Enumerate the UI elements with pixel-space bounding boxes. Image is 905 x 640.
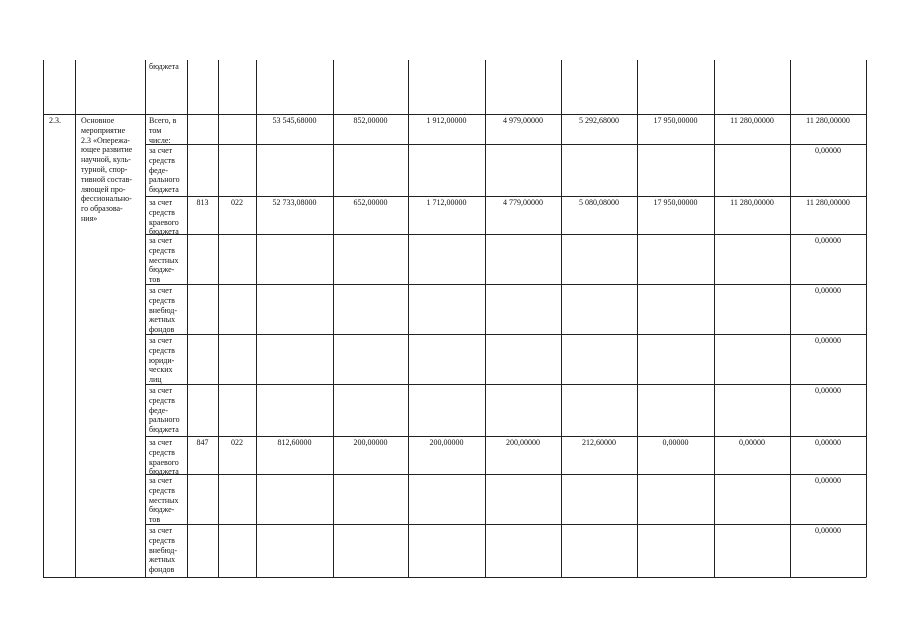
funding-source-label: за счет — [149, 476, 173, 485]
amount-cell: 5 080,08000 — [579, 198, 619, 207]
amount-cell: 200,00000 — [429, 438, 464, 447]
funding-source-label: за счет — [149, 236, 173, 245]
funding-source-label: фондов — [149, 325, 175, 335]
amount-cell: 52 733,08000 — [272, 198, 317, 207]
funding-source-label: местных — [149, 255, 179, 265]
amount-cell: 0,00000 — [815, 236, 841, 245]
funding-source-label: тов — [149, 515, 161, 525]
funding-source-label: внебюд- — [149, 545, 177, 555]
measure-name-line: 2.3 «Опережа- — [81, 135, 130, 145]
funding-source-label: за счет — [149, 386, 173, 395]
funding-source-label: средств — [149, 245, 175, 255]
funding-source-label: жетных — [149, 315, 176, 325]
amount-cell: 1 712,00000 — [426, 198, 467, 207]
section-code: 022 — [231, 198, 243, 207]
funding-source-label: средств — [149, 535, 175, 545]
amount-cell: 11 280,00000 — [730, 198, 774, 207]
funding-source-label: жетных — [149, 555, 176, 565]
amount-cell: 0,00000 — [815, 438, 841, 447]
grbs-code: 847 — [196, 438, 209, 447]
amount-cell: 1 912,00000 — [426, 116, 467, 125]
funding-source-label: бюджета — [149, 62, 179, 71]
amount-cell: 0,00000 — [815, 286, 841, 295]
section-code: 022 — [231, 438, 243, 447]
measure-name-line: фессионально- — [81, 194, 132, 204]
measure-number: 2.3. — [49, 116, 61, 125]
funding-source-label: средств — [149, 155, 175, 165]
funding-source-label: средств — [149, 295, 175, 305]
amount-cell: 812,60000 — [277, 438, 312, 447]
funding-source-label: за счет — [149, 526, 173, 535]
funding-source-label: тов — [149, 275, 161, 285]
amount-cell: 0,00000 — [815, 336, 841, 345]
funding-source-label: бюджета — [149, 467, 179, 477]
funding-source-label: бюдже- — [149, 265, 175, 275]
funding-source-label: феде- — [149, 165, 168, 175]
funding-source-label: за счет — [149, 198, 173, 207]
funding-source-label: за счет — [149, 438, 173, 447]
funding-source-label: лиц — [149, 375, 162, 385]
measure-name-line: ляющей про- — [81, 184, 126, 194]
amount-cell: 5 292,68000 — [579, 116, 619, 125]
funding-source-label: юриди- — [149, 355, 175, 365]
amount-cell: 652,00000 — [353, 198, 388, 207]
measure-name-line: го образова- — [81, 204, 123, 214]
amount-cell: 11 280,00000 — [806, 116, 850, 125]
measure-name-line: ющее развитие — [81, 145, 133, 155]
funding-source-label: местных — [149, 495, 179, 505]
amount-cell: 212,60000 — [582, 438, 616, 447]
funding-source-label: бюджета — [149, 185, 179, 195]
amount-cell: 4 779,00000 — [503, 198, 543, 207]
grbs-code: 813 — [196, 198, 209, 207]
funding-source-label: фондов — [149, 565, 175, 575]
measure-name-line: мероприятие — [81, 125, 126, 135]
amount-cell: 0,00000 — [815, 146, 841, 155]
funding-source-label: бюджета — [149, 227, 179, 237]
funding-source-label: средств — [149, 345, 175, 355]
funding-source-label: том — [149, 125, 162, 135]
funding-source-label: рального — [149, 415, 180, 425]
measure-name-line: ния» — [81, 214, 98, 223]
funding-source-label: числе: — [149, 135, 171, 145]
amount-cell: 0,00000 — [662, 438, 689, 447]
amount-cell: 0,00000 — [739, 438, 765, 447]
amount-cell: 11 280,00000 — [730, 116, 774, 125]
amount-cell: 200,00000 — [506, 438, 540, 447]
measure-name-line: тивной состав- — [81, 174, 133, 184]
measure-name-line: научной, куль- — [81, 155, 131, 165]
funding-source-label: за счет — [149, 286, 173, 295]
funding-source-label: за счет — [149, 336, 173, 345]
funding-source-label: ческих — [149, 365, 173, 375]
amount-cell: 0,00000 — [815, 476, 841, 485]
funding-source-label: рального — [149, 175, 180, 185]
funding-source-label: средств — [149, 207, 175, 217]
funding-source-label: Всего, в — [149, 116, 177, 125]
funding-source-label: внебюд- — [149, 305, 177, 315]
amount-cell: 0,00000 — [815, 386, 841, 395]
funding-source-label: бюджета — [149, 425, 179, 435]
amount-cell: 17 950,00000 — [653, 198, 698, 207]
funding-source-label: краевого — [149, 217, 179, 227]
amount-cell: 0,00000 — [815, 526, 841, 535]
measure-name-line: Основное — [81, 116, 115, 125]
funding-source-label: средств — [149, 395, 175, 405]
funding-source-label: средств — [149, 447, 175, 457]
funding-source-label: за счет — [149, 146, 173, 155]
measure-name-line: турной, спор- — [81, 165, 128, 174]
amount-cell: 4 979,00000 — [503, 116, 543, 125]
funding-source-label: бюдже- — [149, 505, 175, 515]
amount-cell: 852,00000 — [353, 116, 388, 125]
amount-cell: 200,00000 — [353, 438, 388, 447]
amount-cell: 53 545,68000 — [272, 116, 317, 125]
funding-source-label: краевого — [149, 457, 179, 467]
amount-cell: 17 950,00000 — [653, 116, 698, 125]
funding-source-label: средств — [149, 485, 175, 495]
amount-cell: 11 280,00000 — [806, 198, 850, 207]
funding-source-label: феде- — [149, 405, 168, 415]
